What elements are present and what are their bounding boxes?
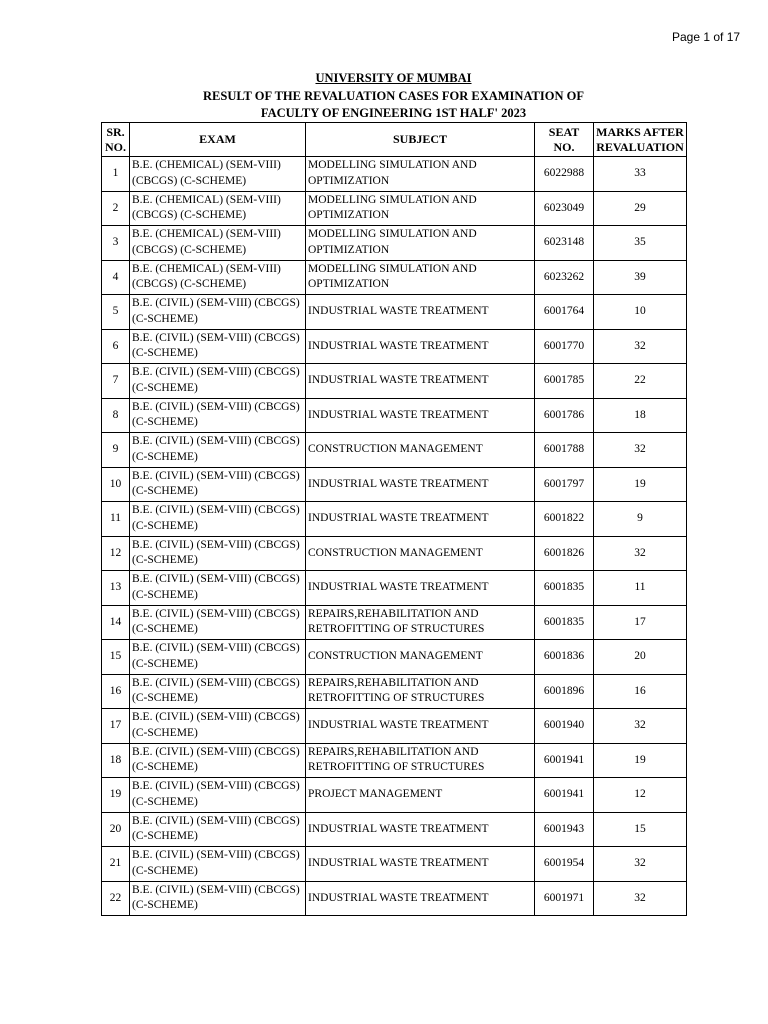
subject-line: INDUSTRIAL WASTE TREATMENT: [308, 719, 489, 731]
page-number: Page 1 of 17: [672, 30, 741, 44]
seat-no-cell: 6001786: [535, 398, 594, 433]
seat-no-cell: 6001971: [535, 881, 594, 916]
col-header-marks: MARKS AFTER REVALUATION: [594, 123, 687, 157]
revaluation-results-table: [101, 122, 687, 916]
exam-cell: [130, 502, 306, 537]
faculty-title: FACULTY OF ENGINEERING 1ST HALF' 2023: [260, 106, 527, 120]
exam-cell: [130, 157, 306, 192]
exam-line: B.E. (CIVIL) (SEM-VIII) (CBCGS): [132, 400, 300, 413]
exam-line: (CBCGS) (C-SCHEME): [132, 174, 247, 187]
exam-cell: [130, 467, 306, 502]
exam-line: B.E. (CIVIL) (SEM-VIII) (CBCGS): [132, 745, 300, 758]
seat-no-cell: 6001836: [535, 640, 594, 675]
table-row: [102, 191, 687, 226]
sr-no-cell: 8: [102, 398, 130, 433]
sr-no-cell: 2: [102, 191, 130, 226]
subject-line: INDUSTRIAL WASTE TREATMENT: [308, 822, 489, 835]
table-row: [102, 157, 687, 192]
marks-cell: 19: [594, 467, 687, 502]
sr-no-cell: 4: [102, 260, 130, 295]
table-row: [102, 260, 687, 295]
seat-no-cell: 6001835: [535, 571, 594, 606]
subject-line: CONSTRUCTION MANAGEMENT: [308, 650, 483, 662]
seat-no-cell: 6023148: [535, 226, 594, 261]
subject-cell: [306, 674, 535, 709]
exam-line: B.E. (CIVIL) (SEM-VIII) (CBCGS): [132, 814, 300, 827]
exam-line: B.E. (CIVIL) (SEM-VIII) (CBCGS): [132, 883, 300, 896]
exam-cell: [130, 778, 306, 813]
subject-cell: [306, 812, 535, 847]
subject-cell: [306, 191, 535, 226]
exam-line: B.E. (CHEMICAL) (SEM-VIII): [132, 159, 281, 172]
exam-cell: [130, 605, 306, 640]
exam-cell: [130, 847, 306, 882]
exam-cell: [130, 398, 306, 433]
exam-line: (C-SCHEME): [132, 416, 198, 429]
exam-line: (C-SCHEME): [132, 657, 198, 670]
subject-line: OPTIMIZATION: [308, 243, 390, 256]
exam-line: (CBCGS) (C-SCHEME): [132, 243, 247, 256]
exam-line: B.E. (CIVIL) (SEM-VIII) (CBCGS): [132, 297, 300, 310]
seat-no-cell: 6001788: [535, 433, 594, 468]
sr-no-cell: 9: [102, 433, 130, 468]
exam-cell: [130, 571, 306, 606]
table-row: [102, 329, 687, 364]
subject-line: INDUSTRIAL WASTE TREATMENT: [308, 408, 489, 421]
marks-cell: 18: [594, 398, 687, 433]
exam-line: B.E. (CHEMICAL) (SEM-VIII): [132, 193, 281, 206]
result-title: RESULT OF THE REVALUATION CASES FOR EXAMINATION OF: [203, 88, 584, 103]
marks-cell: 32: [594, 847, 687, 882]
sr-no-cell: 13: [102, 571, 130, 606]
seat-no-cell: 6001835: [535, 605, 594, 640]
exam-line: (C-SCHEME): [132, 450, 198, 463]
subject-line: OPTIMIZATION: [308, 278, 390, 291]
sr-no-cell: 7: [102, 364, 130, 399]
subject-cell: [306, 502, 535, 537]
subject-cell: [306, 536, 535, 571]
seat-no-cell: 6001822: [535, 502, 594, 537]
table-row: [102, 295, 687, 330]
marks-cell: 33: [594, 157, 687, 192]
exam-line: (C-SCHEME): [132, 899, 198, 912]
subject-line: OPTIMIZATION: [308, 174, 390, 187]
exam-line: (C-SCHEME): [132, 347, 198, 360]
sr-no-cell: 5: [102, 295, 130, 330]
subject-cell: [306, 260, 535, 295]
exam-line: B.E. (CIVIL) (SEM-VIII) (CBCGS): [132, 642, 300, 655]
marks-cell: 12: [594, 778, 687, 813]
table-row: [102, 743, 687, 778]
marks-cell: 32: [594, 329, 687, 364]
exam-line: (C-SCHEME): [132, 864, 198, 877]
subject-line: PROJECT MANAGEMENT: [308, 788, 443, 800]
subject-line: REPAIRS,REHABILITATION AND: [308, 676, 479, 689]
exam-cell: [130, 329, 306, 364]
exam-line: (CBCGS) (C-SCHEME): [132, 278, 247, 291]
table-row: [102, 640, 687, 675]
subject-cell: [306, 640, 535, 675]
seat-no-cell: 6001941: [535, 778, 594, 813]
exam-line: B.E. (CHEMICAL) (SEM-VIII): [132, 262, 281, 275]
table-row: [102, 778, 687, 813]
marks-cell: 15: [594, 812, 687, 847]
col-header-sr-no: SR. NO.: [102, 123, 130, 157]
exam-cell: [130, 191, 306, 226]
table-row: [102, 605, 687, 640]
sr-no-cell: 17: [102, 709, 130, 744]
table-row: [102, 881, 687, 916]
sr-no-cell: 12: [102, 536, 130, 571]
sr-no-cell: 19: [102, 778, 130, 813]
exam-cell: [130, 364, 306, 399]
exam-line: (C-SCHEME): [132, 623, 198, 636]
seat-no-cell: 6001940: [535, 709, 594, 744]
marks-cell: 39: [594, 260, 687, 295]
col-header-exam: EXAM: [130, 123, 306, 157]
marks-cell: 16: [594, 674, 687, 709]
subject-line: CONSTRUCTION MANAGEMENT: [308, 546, 483, 559]
subject-cell: [306, 157, 535, 192]
subject-line: INDUSTRIAL WASTE TREATMENT: [308, 305, 489, 317]
seat-no-cell: 6001896: [535, 674, 594, 709]
subject-cell: [306, 605, 535, 640]
exam-line: B.E. (CIVIL) (SEM-VIII) (CBCGS): [132, 331, 300, 344]
subject-line: INDUSTRIAL WASTE TREATMENT: [308, 339, 489, 352]
sr-no-cell: 22: [102, 881, 130, 916]
subject-cell: [306, 847, 535, 882]
subject-cell: [306, 778, 535, 813]
subject-line: INDUSTRIAL WASTE TREATMENT: [308, 857, 489, 869]
seat-no-cell: 6023262: [535, 260, 594, 295]
marks-cell: 22: [594, 364, 687, 399]
subject-line: INDUSTRIAL WASTE TREATMENT: [308, 477, 489, 490]
exam-line: B.E. (CIVIL) (SEM-VIII) (CBCGS): [132, 435, 300, 448]
exam-line: (C-SCHEME): [132, 588, 198, 601]
seat-no-cell: 6001954: [535, 847, 594, 882]
exam-cell: [130, 536, 306, 571]
exam-cell: [130, 881, 306, 916]
seat-no-cell: 6001770: [535, 329, 594, 364]
subject-cell: [306, 295, 535, 330]
exam-line: B.E. (CIVIL) (SEM-VIII) (CBCGS): [132, 504, 300, 517]
exam-line: (C-SCHEME): [132, 726, 198, 739]
exam-line: B.E. (CIVIL) (SEM-VIII) (CBCGS): [132, 366, 300, 379]
exam-line: (C-SCHEME): [132, 830, 198, 843]
sr-no-cell: 15: [102, 640, 130, 675]
table-row: [102, 571, 687, 606]
subject-cell: [306, 226, 535, 261]
table-header-row: [102, 123, 687, 157]
exam-line: B.E. (CIVIL) (SEM-VIII) (CBCGS): [132, 573, 300, 586]
seat-no-cell: 6001943: [535, 812, 594, 847]
table-row: [102, 502, 687, 537]
exam-line: B.E. (CIVIL) (SEM-VIII) (CBCGS): [132, 538, 300, 551]
exam-line: (C-SCHEME): [132, 312, 198, 325]
exam-cell: [130, 226, 306, 261]
sr-no-cell: 21: [102, 847, 130, 882]
sr-no-cell: 1: [102, 157, 130, 192]
exam-line: (C-SCHEME): [132, 692, 198, 705]
subject-cell: [306, 329, 535, 364]
exam-cell: [130, 260, 306, 295]
exam-line: B.E. (CHEMICAL) (SEM-VIII): [132, 228, 281, 241]
table-row: [102, 674, 687, 709]
col-header-seat-no: SEAT NO.: [535, 123, 594, 157]
table-row: [102, 364, 687, 399]
seat-no-cell: 6001797: [535, 467, 594, 502]
exam-cell: [130, 743, 306, 778]
table-row: [102, 226, 687, 261]
exam-line: B.E. (CIVIL) (SEM-VIII) (CBCGS): [132, 607, 300, 620]
seat-no-cell: 6022988: [535, 157, 594, 192]
marks-cell: 19: [594, 743, 687, 778]
exam-line: B.E. (CIVIL) (SEM-VIII) (CBCGS): [132, 469, 300, 482]
marks-cell: 32: [594, 433, 687, 468]
exam-line: (C-SCHEME): [132, 519, 198, 532]
subject-line: CONSTRUCTION MANAGEMENT: [308, 443, 483, 455]
exam-line: (C-SCHEME): [132, 554, 198, 567]
exam-line: (C-SCHEME): [132, 381, 198, 394]
subject-cell: [306, 571, 535, 606]
exam-cell: [130, 674, 306, 709]
marks-cell: 17: [594, 605, 687, 640]
seat-no-cell: 6001764: [535, 295, 594, 330]
subject-cell: [306, 743, 535, 778]
marks-cell: 10: [594, 295, 687, 330]
sr-no-cell: 18: [102, 743, 130, 778]
document-heading: [101, 70, 686, 123]
exam-line: (C-SCHEME): [132, 761, 198, 774]
table-row: [102, 709, 687, 744]
exam-line: (CBCGS) (C-SCHEME): [132, 209, 247, 222]
subject-line: RETROFITTING OF STRUCTURES: [308, 623, 485, 636]
table-row: [102, 433, 687, 468]
sr-no-cell: 20: [102, 812, 130, 847]
subject-cell: [306, 398, 535, 433]
exam-line: B.E. (CIVIL) (SEM-VIII) (CBCGS): [132, 676, 300, 689]
table-row: [102, 536, 687, 571]
exam-line: (C-SCHEME): [132, 795, 198, 808]
table-row: [102, 812, 687, 847]
exam-cell: [130, 812, 306, 847]
subject-cell: [306, 467, 535, 502]
exam-line: B.E. (CIVIL) (SEM-VIII) (CBCGS): [132, 711, 300, 724]
sr-no-cell: 10: [102, 467, 130, 502]
subject-line: INDUSTRIAL WASTE TREATMENT: [308, 891, 489, 904]
sr-no-cell: 16: [102, 674, 130, 709]
exam-cell: [130, 433, 306, 468]
exam-line: B.E. (CIVIL) (SEM-VIII) (CBCGS): [132, 780, 300, 793]
subject-line: MODELLING SIMULATION AND: [308, 193, 477, 206]
marks-cell: 29: [594, 191, 687, 226]
marks-cell: 35: [594, 226, 687, 261]
subject-line: REPAIRS,REHABILITATION AND: [308, 607, 479, 620]
subject-line: INDUSTRIAL WASTE TREATMENT: [308, 374, 489, 386]
university-name: UNIVERSITY OF MUMBAI: [315, 71, 472, 85]
table-row: [102, 847, 687, 882]
subject-line: MODELLING SIMULATION AND: [308, 262, 477, 275]
exam-line: B.E. (CIVIL) (SEM-VIII) (CBCGS): [132, 849, 300, 862]
subject-cell: [306, 881, 535, 916]
subject-line: INDUSTRIAL WASTE TREATMENT: [308, 512, 489, 524]
seat-no-cell: 6001785: [535, 364, 594, 399]
marks-cell: 32: [594, 881, 687, 916]
subject-line: INDUSTRIAL WASTE TREATMENT: [308, 581, 489, 593]
subject-line: RETROFITTING OF STRUCTURES: [308, 692, 485, 705]
marks-cell: 32: [594, 536, 687, 571]
marks-cell: 11: [594, 571, 687, 606]
exam-cell: [130, 709, 306, 744]
seat-no-cell: 6001826: [535, 536, 594, 571]
subject-cell: [306, 364, 535, 399]
subject-cell: [306, 709, 535, 744]
sr-no-cell: 11: [102, 502, 130, 537]
exam-cell: [130, 295, 306, 330]
subject-line: MODELLING SIMULATION AND: [308, 228, 477, 241]
subject-line: RETROFITTING OF STRUCTURES: [308, 761, 485, 774]
subject-cell: [306, 433, 535, 468]
sr-no-cell: 14: [102, 605, 130, 640]
marks-cell: 32: [594, 709, 687, 744]
sr-no-cell: 6: [102, 329, 130, 364]
subject-line: OPTIMIZATION: [308, 209, 390, 222]
subject-line: REPAIRS,REHABILITATION AND: [308, 745, 479, 758]
sr-no-cell: 3: [102, 226, 130, 261]
exam-cell: [130, 640, 306, 675]
marks-cell: 9: [594, 502, 687, 537]
seat-no-cell: 6023049: [535, 191, 594, 226]
table-row: [102, 398, 687, 433]
seat-no-cell: 6001941: [535, 743, 594, 778]
table-row: [102, 467, 687, 502]
exam-line: (C-SCHEME): [132, 485, 198, 498]
marks-cell: 20: [594, 640, 687, 675]
col-header-subject: SUBJECT: [306, 123, 535, 157]
subject-line: MODELLING SIMULATION AND: [308, 159, 477, 172]
